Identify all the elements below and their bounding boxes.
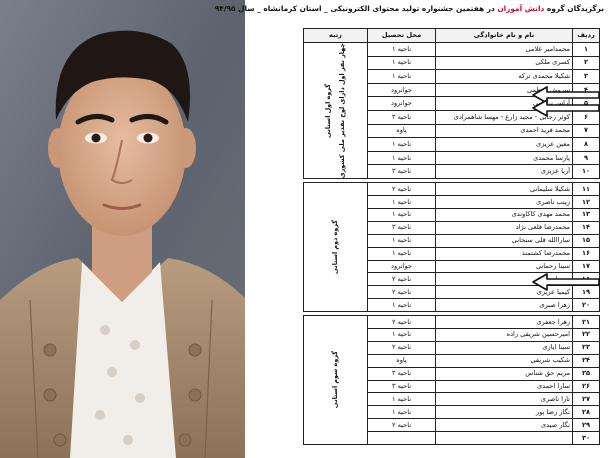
student-name: شکیلا سلیمانی: [436, 183, 573, 196]
student-name: ساراالله قلی سنجابی: [436, 234, 573, 247]
student-name: شکیب شریفی: [436, 354, 573, 367]
study-area: ناحیه ۱: [368, 43, 436, 57]
table-row: [304, 316, 600, 329]
student-name: زهرا صبری: [436, 299, 573, 312]
study-area: ناحیه ۱: [368, 196, 436, 209]
student-name: امیرحسین شریفی زاده: [436, 329, 573, 342]
group-rank-labels: [306, 43, 365, 178]
study-area: پاوه: [368, 124, 436, 138]
table-row: [304, 43, 600, 57]
study-area: ناحیه ۱: [368, 406, 436, 419]
row-number: ۱: [573, 43, 600, 57]
student-name: نگار رضا پور: [436, 406, 573, 419]
study-area: جوانرود: [368, 83, 436, 97]
student-name: نگار صیدی: [436, 419, 573, 432]
study-area: ناحیه ۳: [368, 367, 436, 380]
study-area: ناحیه ۳: [368, 111, 436, 125]
row-number: ۲۰: [573, 299, 600, 312]
study-area: ناحیه ۳: [368, 221, 436, 234]
highlight-arrow-row-5: [531, 99, 601, 117]
header-row-number: ردیف: [573, 29, 600, 43]
student-name: محمد مهدی کاکاوندی: [436, 209, 573, 222]
student-name: [436, 432, 573, 445]
student-name: محمدرضا کشتمند: [436, 247, 573, 260]
group-rank-label: گروه دوم استانی: [331, 220, 339, 275]
row-number: ۷: [573, 124, 600, 138]
study-area: پاوه: [368, 354, 436, 367]
student-portrait-photo: [0, 0, 245, 458]
student-name: سینا رحمانی: [436, 260, 573, 273]
row-number: ۲۷: [573, 393, 600, 406]
row-number: ۲۲: [573, 329, 600, 342]
student-name: زینب ناصری: [436, 196, 573, 209]
study-area: ناحیه ۱: [368, 299, 436, 312]
table-header-row: [304, 29, 600, 43]
study-area: ناحیه ۱: [368, 247, 436, 260]
document-title: [214, 4, 604, 18]
student-name: محمدامیر غلامی: [436, 43, 573, 57]
study-area: ناحیه ۲: [368, 273, 436, 286]
study-area: ناحیه ۳: [368, 380, 436, 393]
row-number: ۲۱: [573, 316, 600, 329]
title-part-1: برگزیدگان گروه: [544, 4, 604, 13]
study-area: ناحیه ۲: [368, 341, 436, 354]
student-name: زهرا جعفری: [436, 316, 573, 329]
student-name: آریا عزیزی: [436, 165, 573, 179]
row-number: ۲: [573, 56, 600, 70]
study-area: ناحیه ۱: [368, 329, 436, 342]
row-number: ۱۹: [573, 286, 600, 299]
header-rank: رتبه: [304, 29, 368, 43]
row-number: ۲۳: [573, 341, 600, 354]
row-number: ۴: [573, 83, 600, 97]
results-document: [214, 0, 608, 458]
row-number: ۱۵: [573, 234, 600, 247]
study-area: ناحیه ۳: [368, 165, 436, 179]
row-number: ۱۲: [573, 196, 600, 209]
row-number: ۵: [573, 97, 600, 111]
student-name: تارا ناصری: [436, 393, 573, 406]
group-rank-cell: [304, 316, 368, 445]
header-area: محل تحصیل: [368, 29, 436, 43]
title-part-2: در هفتمین جشنواره تولید محتوای الکترونیکی _ استان کرمانشاه _ سال ۹۴/۹۵: [214, 4, 498, 13]
study-area: ناحیه ۱: [368, 234, 436, 247]
row-number: ۶: [573, 111, 600, 125]
header-name: نام و نام خانوادگی: [436, 29, 573, 43]
row-number: ۹: [573, 151, 600, 165]
student-name: کیمیا عزیزی: [436, 286, 573, 299]
group-rank-cell: [304, 43, 368, 179]
portrait-illustration: [0, 0, 245, 458]
study-area: ناحیه ۲: [368, 286, 436, 299]
row-number: ۱۷: [573, 260, 600, 273]
row-number: ۱۰: [573, 165, 600, 179]
row-number: ۱۴: [573, 221, 600, 234]
row-number: ۲۹: [573, 419, 600, 432]
group-rank-label: گروه اول استانی: [324, 83, 332, 138]
student-name: محمدرضا قلعی نژاد: [436, 221, 573, 234]
study-area: [368, 432, 436, 445]
student-name: شکیلا محمدی ترکه: [436, 70, 573, 84]
study-area: ناحیه ۲: [368, 183, 436, 196]
study-area: جوانرود: [368, 97, 436, 111]
student-name: پارسا محمدی: [436, 151, 573, 165]
row-number: ۱۳: [573, 209, 600, 222]
student-name: معین عزیزی: [436, 138, 573, 152]
study-area: ناحیه ۱: [368, 70, 436, 84]
row-number: ۱۶: [573, 247, 600, 260]
student-name: مریم حق شناس: [436, 367, 573, 380]
study-area: جوانرود: [368, 260, 436, 273]
student-name: سروش اعظمی: [436, 83, 573, 97]
study-area: ناحیه ۱: [368, 151, 436, 165]
study-area: ناحیه ۱: [368, 56, 436, 70]
row-number: ۲۶: [573, 380, 600, 393]
row-number: ۳: [573, 70, 600, 84]
student-name: آراس نرگسی: [436, 97, 573, 111]
group-rank-label: گروه سوم استانی: [331, 351, 339, 409]
row-number: ۲۵: [573, 367, 600, 380]
study-area: ناحیه ۲: [368, 316, 436, 329]
group-rank-labels: [306, 316, 365, 444]
row-number: ۲۴: [573, 354, 600, 367]
student-name: کوثر رجابی - مجید زارع - مهسا شاهمرادی: [436, 111, 573, 125]
group-rank-note: چهار نفر اول دارای لوح تقدیر ملی کشوری: [338, 43, 346, 179]
highlight-arrow-row-17: [531, 273, 601, 291]
row-number: ۳۰: [573, 432, 600, 445]
group-rank-cell: [304, 183, 368, 312]
study-area: ناحیه ۱: [368, 138, 436, 152]
student-name: سارا احمدی: [436, 380, 573, 393]
title-highlight: دانش آموزان: [497, 4, 545, 13]
row-number: ۲۸: [573, 406, 600, 419]
group-rank-labels: [306, 183, 365, 311]
row-number: ۸: [573, 138, 600, 152]
student-name: کسری ملکی: [436, 56, 573, 70]
study-area: ناحیه ۱: [368, 209, 436, 222]
student-name: سینا ایازی: [436, 341, 573, 354]
study-area: ناحیه ۱: [368, 393, 436, 406]
table-row: [304, 183, 600, 196]
student-name: محمد فرید احمدی: [436, 124, 573, 138]
study-area: ناحیه ۲: [368, 419, 436, 432]
row-number: ۱۱: [573, 183, 600, 196]
